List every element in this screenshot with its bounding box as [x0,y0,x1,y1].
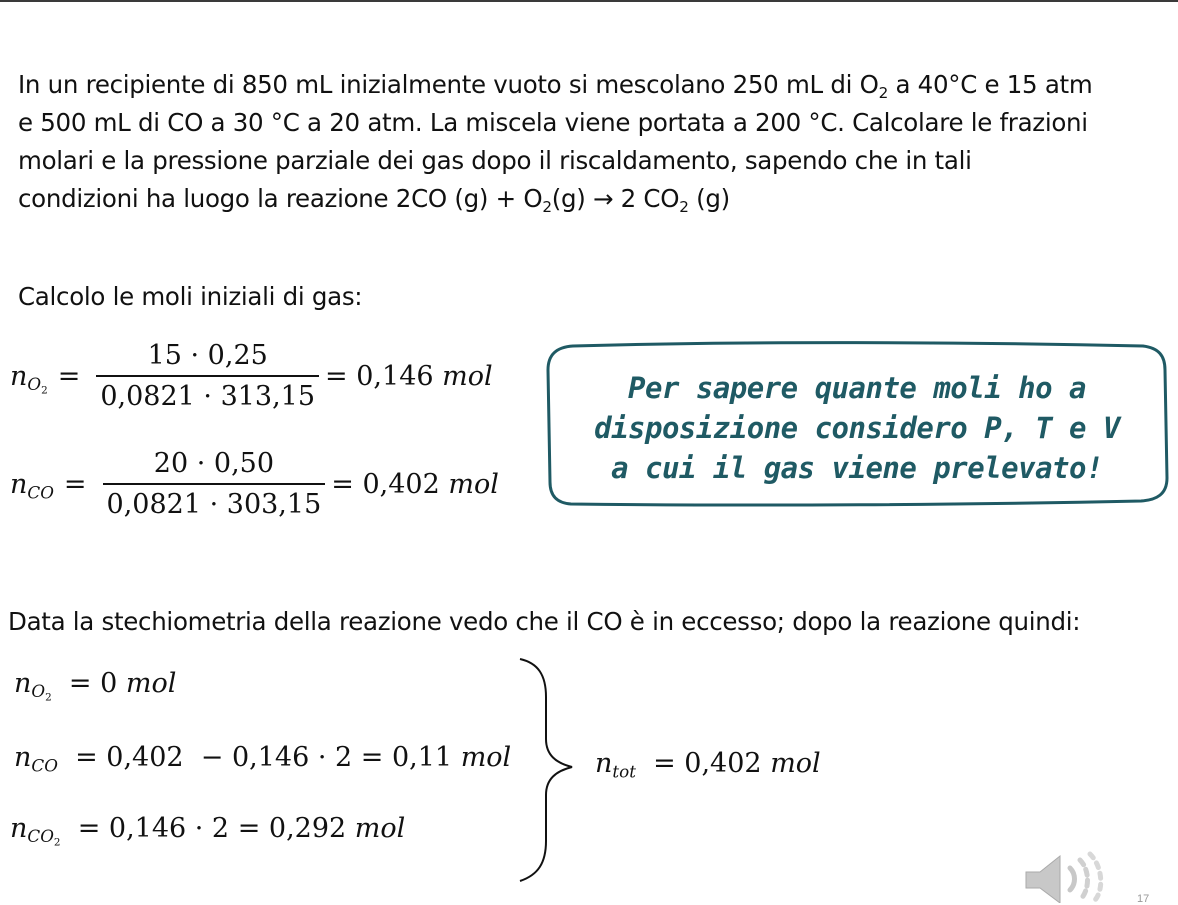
variable: $n_{O_2}$ [14,668,52,704]
problem-line-1: In un recipiente di 850 mL inizialmente vuoto si mescolano 250 mL di $O_2$ a 40°C e 15 atm [18,70,1093,102]
numerator: 15 · 0,25 [147,340,268,371]
problem-line-4: condizioni ha luogo la reazione 2CO $(g) + O_2(g) \to 2$ $CO_2$ (g) [18,184,730,216]
equation-n-co [10,448,499,520]
denominator: 0,0821 · 313,15 [96,375,319,412]
variable: $n_{tot}$ [595,748,636,782]
problem-statement [18,66,1173,218]
equation-after-co [14,742,512,776]
expression: = 0,146 · 2 = 0,292 [77,813,347,844]
equals-sign: = [63,468,87,500]
variable: $n_{CO_2}$ [10,813,61,849]
expression: = 0 [68,668,118,699]
note-callout [545,340,1169,508]
unit: mol [442,360,493,392]
note-line-1: Per sapere quante moli ho a [628,371,1086,405]
speaker-icon[interactable] [1022,850,1112,903]
unit: mol [125,668,177,699]
variable: $n_{CO}$ [14,742,58,776]
unit: mol [448,468,499,500]
variable: $n_{O_2}$ [10,360,48,397]
right-brace [516,655,586,885]
unit: mol [354,813,406,844]
variable: $n_{CO}$ [10,468,54,502]
denominator: 0,0821 · 303,15 [103,483,326,520]
expression: = 0,402 [653,748,762,779]
intro-text: Calcolo le moli iniziali di gas: [18,282,363,311]
result: = 0,146 [325,360,434,392]
result: = 0,402 [331,468,440,500]
problem-line-2: e 500 mL di CO a 30 °C a 20 atm. La miscela viene portata a 200 °C. Calcolare le frazioni [18,108,1088,137]
top-rule [0,0,1178,2]
fraction [96,340,319,412]
fraction [103,448,326,520]
equation-n-o2 [10,340,493,412]
equals-sign: = [57,360,81,392]
problem-line-3: molari e la pressione parziale dei gas dopo il riscaldamento, sapendo che in tali [18,146,972,175]
expression: = 0,402 − 0,146 · 2 = 0,11 [75,742,453,773]
unit: mol [770,748,821,779]
equation-after-o2 [14,668,177,704]
page-number: 17 [1137,893,1150,905]
numerator: 20 · 0,50 [153,448,275,479]
note-text [545,368,1169,488]
equation-after-co2 [10,813,406,849]
unit: mol [460,742,512,773]
stoichiometry-text: Data la stechiometria della reazione vedo che il CO è in eccesso; dopo la reazione quindi: [8,607,1081,636]
note-line-2: disposizione considero P, T e V [594,411,1120,445]
equation-total [595,748,821,782]
note-line-3: a cui il gas viene prelevato! [611,451,1103,485]
